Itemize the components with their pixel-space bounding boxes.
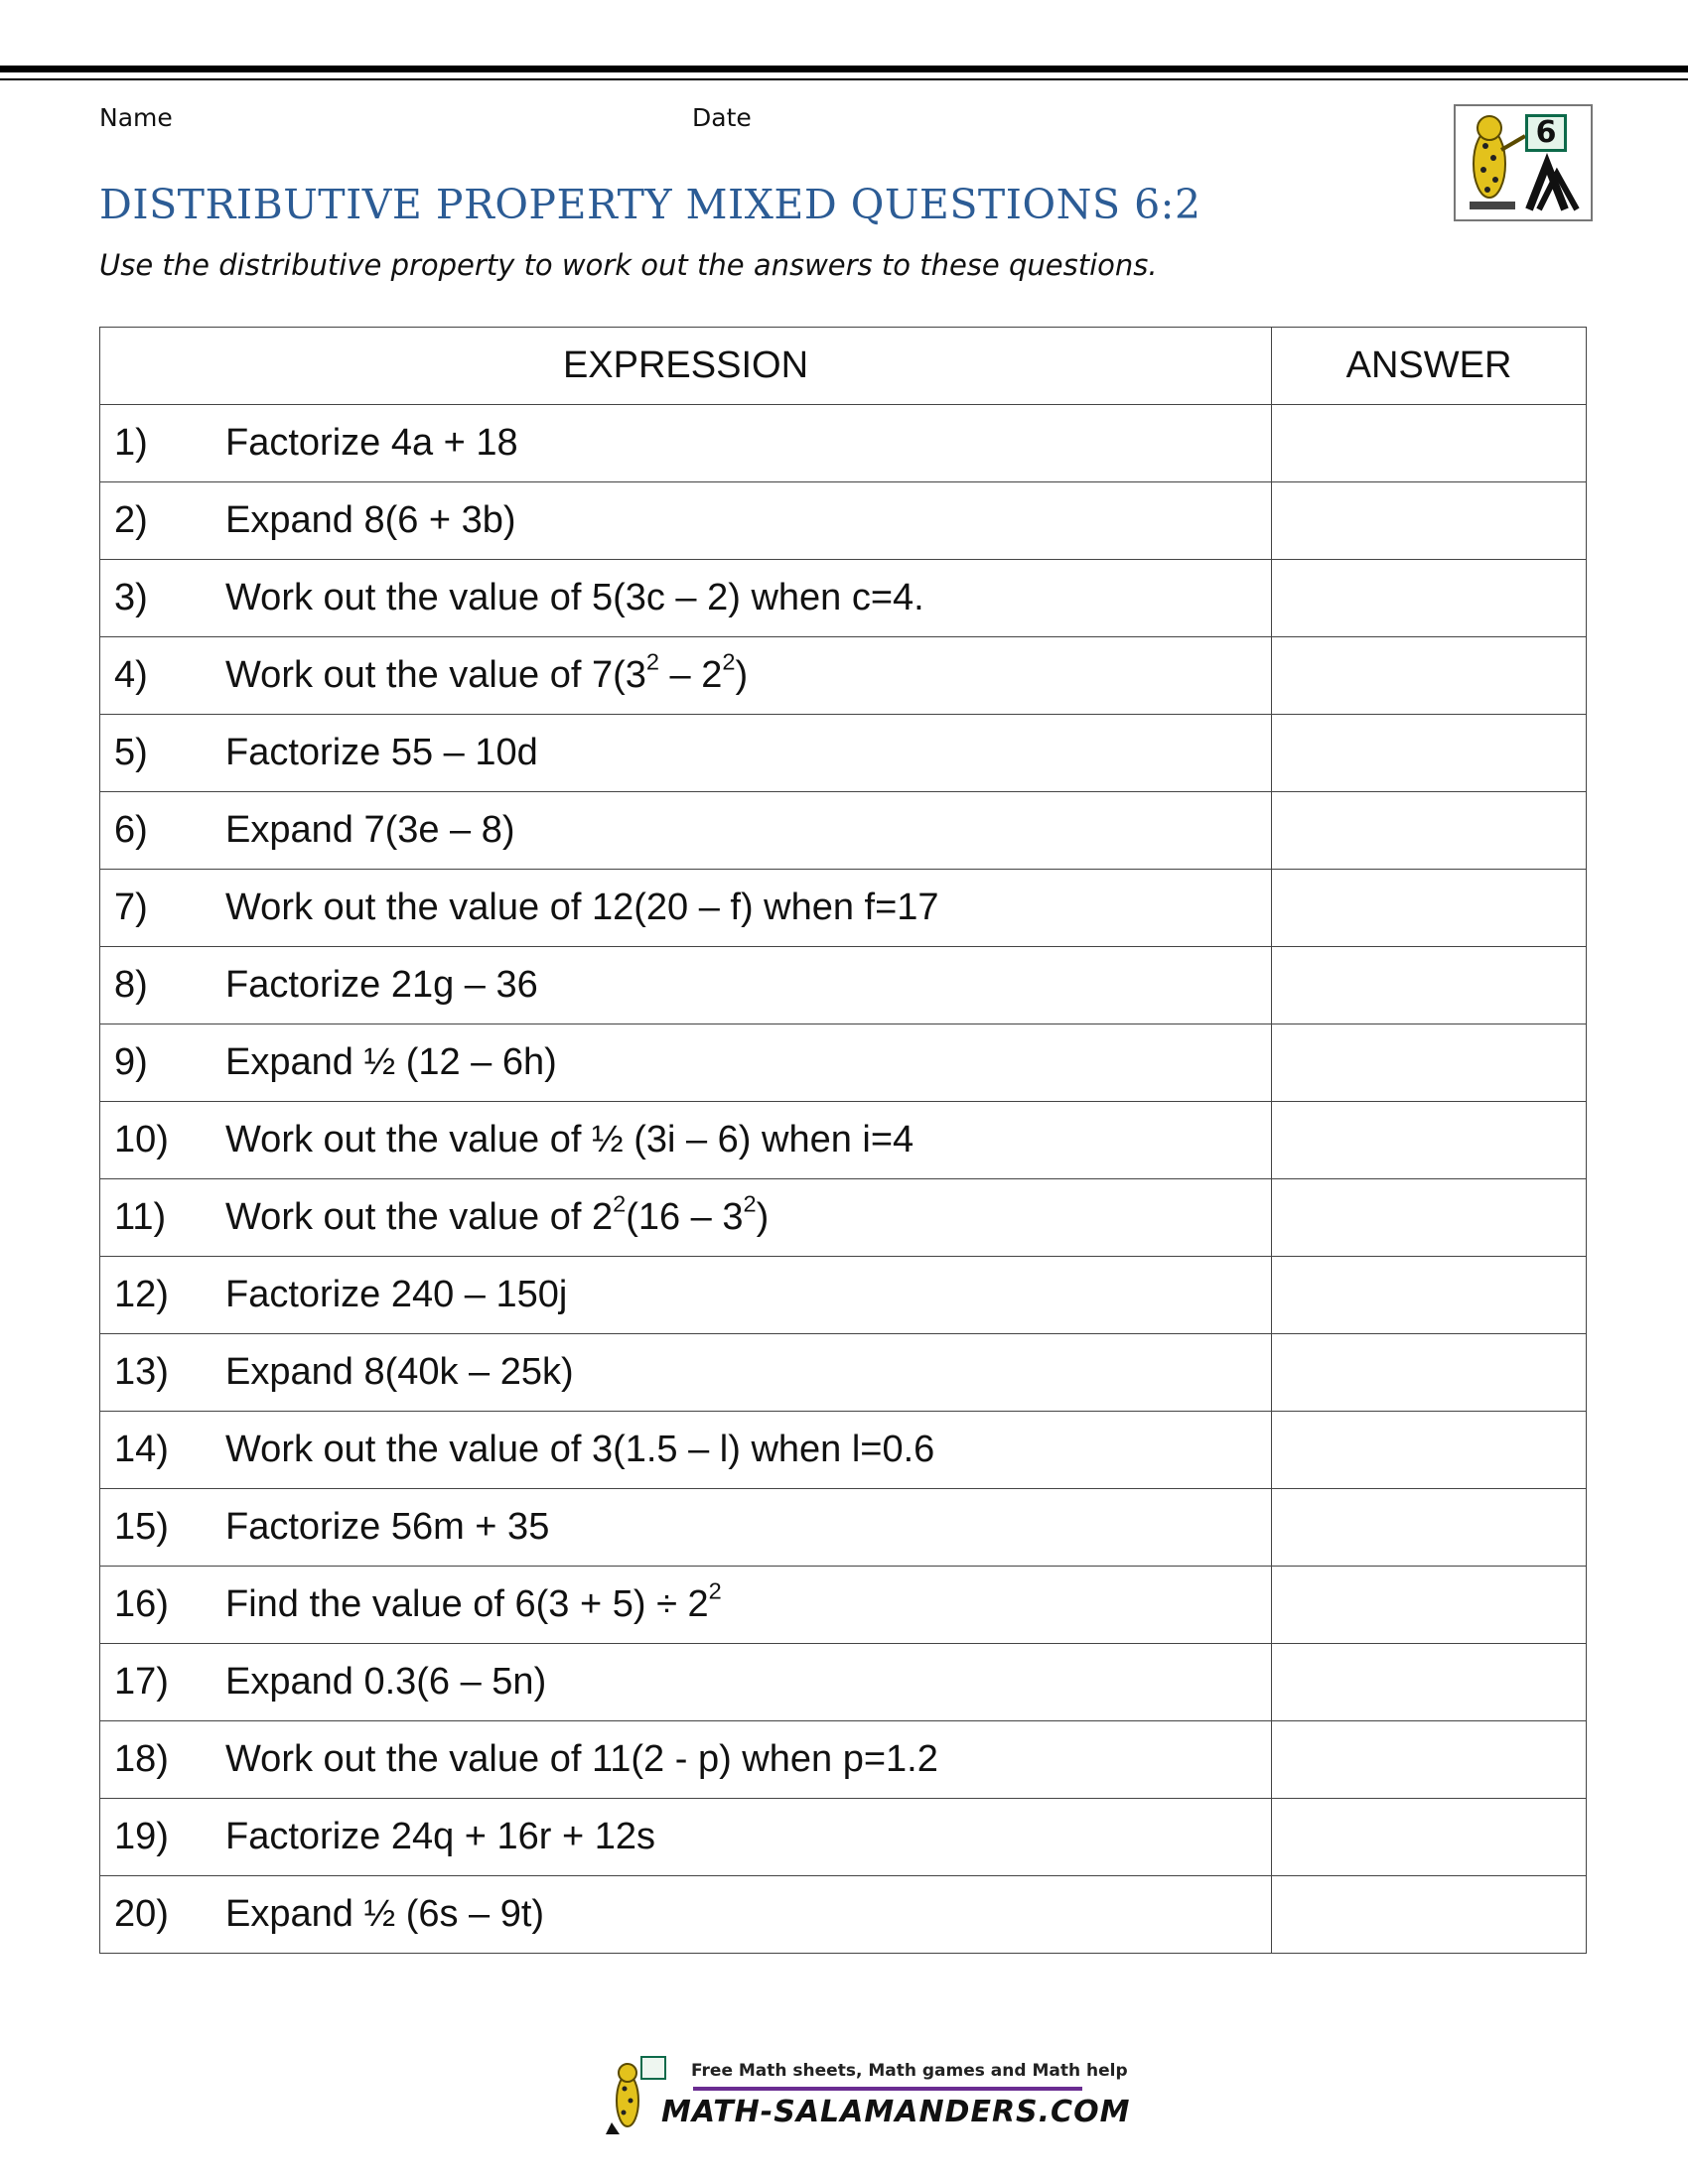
expression-cell bbox=[100, 1799, 1272, 1876]
answer-cell[interactable] bbox=[1272, 870, 1587, 947]
question-number: 9) bbox=[114, 1041, 148, 1083]
question-text-part: – 2 bbox=[658, 654, 723, 696]
question-number: 13) bbox=[114, 1351, 169, 1393]
expression-cell bbox=[100, 792, 1272, 870]
question-text-part: Expand ½ (12 – 6h) bbox=[225, 1041, 557, 1083]
question-text bbox=[225, 1738, 938, 1781]
question-text bbox=[225, 1816, 655, 1858]
expression-cell bbox=[100, 405, 1272, 482]
table-row bbox=[100, 1644, 1587, 1721]
answer-cell[interactable] bbox=[1272, 947, 1587, 1024]
expression-cell bbox=[100, 1024, 1272, 1102]
answer-cell[interactable] bbox=[1272, 1024, 1587, 1102]
expression-cell bbox=[100, 1721, 1272, 1799]
question-text bbox=[225, 1577, 722, 1626]
date-label: Date bbox=[692, 103, 752, 132]
answer-cell[interactable] bbox=[1272, 1721, 1587, 1799]
question-number: 1) bbox=[114, 422, 148, 464]
answer-cell[interactable] bbox=[1272, 1799, 1587, 1876]
expression-cell bbox=[100, 560, 1272, 637]
question-text-part: Factorize 56m + 35 bbox=[225, 1506, 550, 1548]
table-row bbox=[100, 1412, 1587, 1489]
table-row bbox=[100, 1024, 1587, 1102]
answer-cell[interactable] bbox=[1272, 792, 1587, 870]
question-number: 19) bbox=[114, 1816, 169, 1857]
table-row bbox=[100, 1102, 1587, 1179]
exponent: 2 bbox=[613, 1190, 627, 1217]
question-text-part: Work out the value of ½ (3i – 6) when i=4 bbox=[225, 1119, 914, 1160]
question-text-part: Factorize 240 – 150j bbox=[225, 1274, 568, 1315]
table-row bbox=[100, 1489, 1587, 1567]
question-text-part: Work out the value of 5(3c – 2) when c=4. bbox=[225, 577, 924, 618]
question-text-part: Find the value of 6(3 + 5) ÷ 2 bbox=[225, 1583, 709, 1625]
table-row bbox=[100, 1876, 1587, 1954]
question-text bbox=[225, 887, 939, 929]
question-text bbox=[225, 1506, 549, 1549]
question-text bbox=[225, 499, 516, 542]
answer-cell[interactable] bbox=[1272, 1644, 1587, 1721]
worksheet-title: DISTRIBUTIVE PROPERTY MIXED QUESTIONS 6:2 bbox=[99, 181, 1201, 228]
question-number: 20) bbox=[114, 1893, 169, 1935]
question-text-part: Factorize 21g – 36 bbox=[225, 964, 538, 1006]
answer-cell[interactable] bbox=[1272, 1179, 1587, 1257]
table-row bbox=[100, 482, 1587, 560]
answer-cell[interactable] bbox=[1272, 1334, 1587, 1412]
expression-cell bbox=[100, 715, 1272, 792]
salamander-icon bbox=[1456, 106, 1591, 219]
expression-cell bbox=[100, 1489, 1272, 1567]
question-text bbox=[225, 1351, 574, 1394]
question-text-part: Factorize 4a + 18 bbox=[225, 422, 518, 464]
exponent: 2 bbox=[743, 1190, 757, 1217]
question-number: 4) bbox=[114, 654, 148, 696]
expression-cell bbox=[100, 1102, 1272, 1179]
table-row bbox=[100, 1567, 1587, 1644]
question-text bbox=[225, 1274, 567, 1316]
question-text bbox=[225, 809, 515, 852]
question-text bbox=[225, 577, 924, 619]
table-row bbox=[100, 1257, 1587, 1334]
answer-cell[interactable] bbox=[1272, 1412, 1587, 1489]
question-text-part: ) bbox=[735, 654, 749, 696]
table-row bbox=[100, 637, 1587, 715]
question-text bbox=[225, 964, 538, 1007]
table-header-row bbox=[100, 328, 1587, 405]
footer-divider bbox=[693, 2087, 1082, 2091]
instructions: Use the distributive property to work out the answers to these questions. bbox=[99, 248, 1158, 282]
table-row bbox=[100, 715, 1587, 792]
expression-cell bbox=[100, 637, 1272, 715]
question-text-part: Expand 7(3e – 8) bbox=[225, 809, 515, 851]
question-text-part: Expand 8(6 + 3b) bbox=[225, 499, 516, 541]
question-number: 11) bbox=[114, 1196, 167, 1238]
question-text bbox=[225, 648, 749, 697]
answer-cell[interactable] bbox=[1272, 405, 1587, 482]
question-number: 14) bbox=[114, 1429, 169, 1470]
question-text bbox=[225, 1041, 557, 1084]
question-number: 5) bbox=[114, 732, 148, 773]
question-number: 18) bbox=[114, 1738, 169, 1780]
footer-tagline: Free Math sheets, Math games and Math help bbox=[691, 2061, 1128, 2081]
answer-cell[interactable] bbox=[1272, 1876, 1587, 1954]
expression-cell bbox=[100, 482, 1272, 560]
grade-badge: 6 bbox=[1525, 114, 1567, 152]
exponent: 2 bbox=[708, 1577, 722, 1604]
question-text bbox=[225, 1429, 934, 1471]
questions-table bbox=[99, 327, 1587, 1954]
question-text-part: Work out the value of 11(2 - p) when p=1.2 bbox=[225, 1738, 938, 1780]
table-row bbox=[100, 1334, 1587, 1412]
answer-cell[interactable] bbox=[1272, 560, 1587, 637]
question-number: 17) bbox=[114, 1661, 169, 1703]
table-row bbox=[100, 792, 1587, 870]
answer-cell[interactable] bbox=[1272, 1102, 1587, 1179]
question-number: 2) bbox=[114, 499, 148, 541]
table-row bbox=[100, 947, 1587, 1024]
question-text-part: Factorize 55 – 10d bbox=[225, 732, 538, 773]
answer-cell[interactable] bbox=[1272, 1489, 1587, 1567]
answer-cell[interactable] bbox=[1272, 1567, 1587, 1644]
answer-cell[interactable] bbox=[1272, 482, 1587, 560]
question-text-part: Expand 8(40k – 25k) bbox=[225, 1351, 574, 1393]
exponent: 2 bbox=[722, 648, 736, 675]
expression-cell bbox=[100, 1179, 1272, 1257]
expression-cell bbox=[100, 1257, 1272, 1334]
question-text-part: ) bbox=[756, 1196, 770, 1238]
question-text bbox=[225, 1893, 544, 1936]
salamander-grade-logo bbox=[1454, 104, 1593, 221]
question-number: 15) bbox=[114, 1506, 169, 1548]
table-row bbox=[100, 1179, 1587, 1257]
question-text bbox=[225, 422, 518, 465]
question-number: 12) bbox=[114, 1274, 169, 1315]
expression-cell bbox=[100, 870, 1272, 947]
footer-logo bbox=[602, 2053, 1131, 2138]
question-text bbox=[225, 1661, 546, 1704]
answer-column-header: ANSWER bbox=[1272, 328, 1587, 405]
expression-cell bbox=[100, 1334, 1272, 1412]
question-number: 8) bbox=[114, 964, 148, 1006]
question-text bbox=[225, 1190, 770, 1239]
table-row bbox=[100, 560, 1587, 637]
top-rule-thick bbox=[0, 66, 1688, 72]
expression-cell bbox=[100, 1412, 1272, 1489]
question-number: 10) bbox=[114, 1119, 169, 1160]
question-text-part: Expand 0.3(6 – 5n) bbox=[225, 1661, 547, 1703]
answer-cell[interactable] bbox=[1272, 637, 1587, 715]
question-number: 7) bbox=[114, 887, 148, 928]
question-number: 3) bbox=[114, 577, 148, 618]
table-row bbox=[100, 870, 1587, 947]
question-text-part: Work out the value of 2 bbox=[225, 1196, 614, 1238]
footer-site-name: MATH-SALAMANDERS.COM bbox=[661, 2095, 1131, 2129]
question-number: 6) bbox=[114, 809, 148, 851]
question-text-part: (16 – 3 bbox=[626, 1196, 744, 1238]
expression-cell bbox=[100, 947, 1272, 1024]
table-row bbox=[100, 1799, 1587, 1876]
question-text-part: Factorize 24q + 16r + 12s bbox=[225, 1816, 656, 1857]
expression-column-header: EXPRESSION bbox=[100, 328, 1272, 405]
answer-cell[interactable] bbox=[1272, 1257, 1587, 1334]
exponent: 2 bbox=[645, 648, 659, 675]
answer-cell[interactable] bbox=[1272, 715, 1587, 792]
question-text-part: Expand ½ (6s – 9t) bbox=[225, 1893, 545, 1935]
table-row bbox=[100, 1721, 1587, 1799]
question-text bbox=[225, 1119, 914, 1161]
question-text bbox=[225, 732, 538, 774]
top-rule-thin bbox=[0, 78, 1688, 80]
name-label: Name bbox=[99, 103, 173, 132]
question-number: 16) bbox=[114, 1583, 169, 1625]
question-text-part: Work out the value of 12(20 – f) when f=17 bbox=[225, 887, 939, 928]
expression-cell bbox=[100, 1644, 1272, 1721]
table-row bbox=[100, 405, 1587, 482]
question-text-part: Work out the value of 7(3 bbox=[225, 654, 646, 696]
question-text-part: Work out the value of 3(1.5 – l) when l=0.6 bbox=[225, 1429, 935, 1470]
expression-cell bbox=[100, 1567, 1272, 1644]
expression-cell bbox=[100, 1876, 1272, 1954]
